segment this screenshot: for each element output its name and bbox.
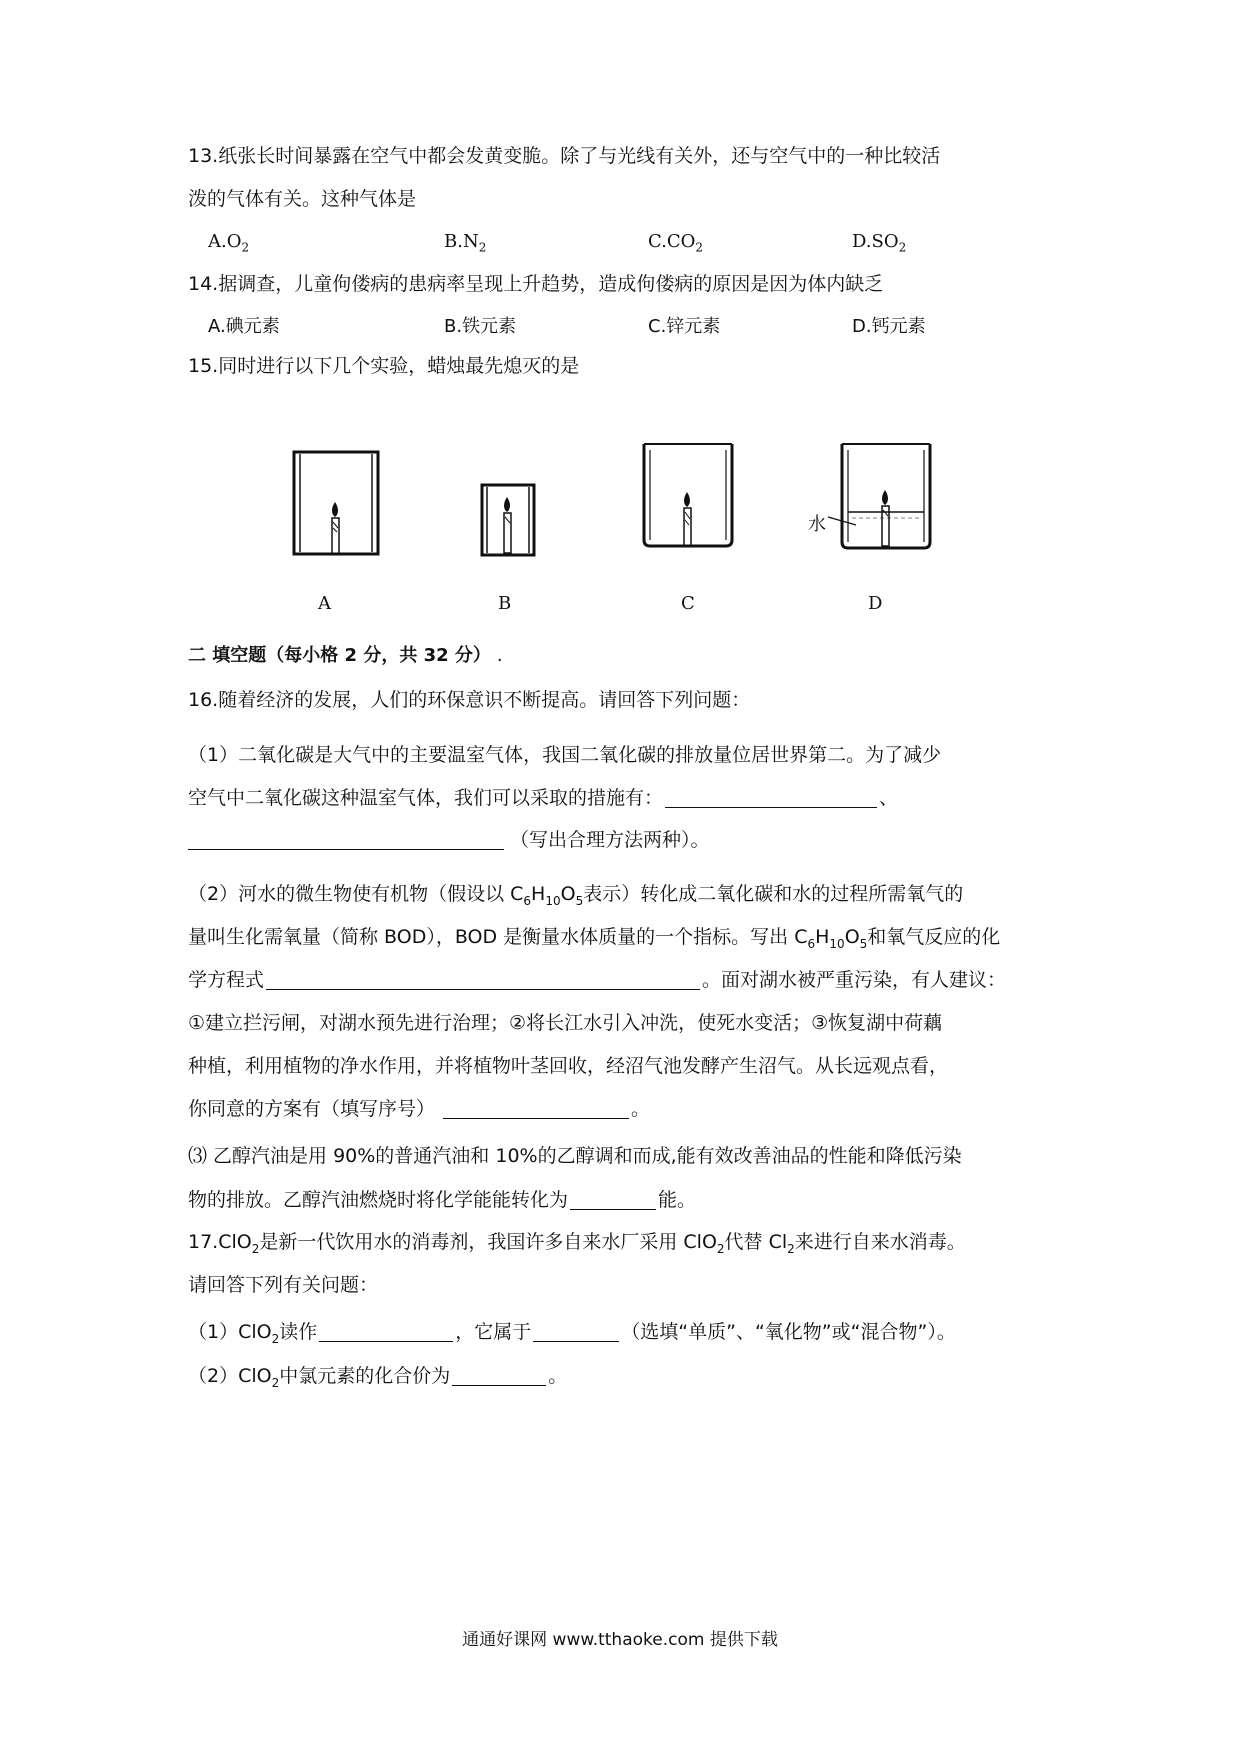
figure-label-d: D xyxy=(868,593,883,614)
figure-label-c: C xyxy=(681,593,695,614)
q16-p1-line1: （1）二氧化碳是大气中的主要温室气体，我国二氧化碳的排放量位居世界第二。为了减少 xyxy=(188,744,942,766)
candle-b xyxy=(504,497,511,553)
q13-option-c: $C.CO_2$ xyxy=(648,231,704,255)
figure-b-small-covered-box xyxy=(480,483,536,559)
figure-a-covered-box xyxy=(292,450,382,558)
q17-line2: 请回答下列有关问题： xyxy=(188,1274,379,1296)
q16-p2-line2: 量叫生化需氧量（简称 BOD），BOD 是衡量水体质量的一个指标。写出 $C_6H_{10}O_5$和氧气反应的化 xyxy=(188,926,1001,951)
section-2-title: 二 填空题（每小格 2 分，共 32 分） . xyxy=(188,645,503,666)
q13-option-b: $B.N_2$ xyxy=(444,231,487,255)
q16-plan-blank[interactable] xyxy=(443,1100,629,1119)
q17-name-blank[interactable] xyxy=(319,1323,453,1342)
q16-p1-line2: 空气中二氧化碳这种温室气体，我们可以采取的措施有： 、 xyxy=(188,787,899,809)
q16-p2-line1: （2）河水的微生物使有机物（假设以 $C_6H_{10}O_5$表示）转化成二氧化碳和水的过程所需氧气的 xyxy=(188,883,964,908)
q14-line1: 14.据调查，儿童佝偻病的患病率呈现上升趋势，造成佝偻病的原因是因为体内缺乏 xyxy=(188,273,884,295)
q17-p1: （1）ClO$_2$读作 ，它属于 （选填“单质”、“氧化物”或“混合物”）。 xyxy=(188,1321,956,1346)
figure-label-b: B xyxy=(498,593,512,614)
q16-energy-blank[interactable] xyxy=(570,1191,656,1210)
q16-p2-line6: 你同意的方案有（填写序号） 。 xyxy=(188,1098,651,1120)
q14-option-c: C.锌元素 xyxy=(648,316,721,337)
q16-equation-blank[interactable] xyxy=(266,971,700,990)
figure-c-open-beaker xyxy=(640,440,736,550)
q16-p1-line3: （写出合理方法两种）。 xyxy=(188,826,710,854)
q16-intro: 16.随着经济的发展，人们的环保意识不断提高。请回答下列问题： xyxy=(188,689,751,711)
q16-blank-1[interactable] xyxy=(665,789,877,808)
q16-p2-line3: 学方程式 。面对湖水被严重污染，有人建议： xyxy=(188,969,1007,991)
q16-p3-line1: ⑶ 乙醇汽油是用 90%的普通汽油和 10%的乙醇调和而成,能有效改善油品的性能和降低污染 xyxy=(188,1145,962,1167)
candle-c xyxy=(684,492,691,546)
q16-blank-2[interactable] xyxy=(188,831,504,850)
q17-type-blank[interactable] xyxy=(533,1323,619,1342)
q13-option-d: $D.SO_2$ xyxy=(852,231,907,255)
candle-a xyxy=(332,502,339,554)
q13-line2: 泼的气体有关。这种气体是 xyxy=(188,188,417,210)
water-label: 水 xyxy=(808,514,826,535)
q13-option-a: $A.O_2$ xyxy=(208,231,250,255)
q14-option-a: A.碘元素 xyxy=(208,316,280,337)
q15-line1: 15.同时进行以下几个实验，蜡烛最先熄灭的是 xyxy=(188,355,580,377)
q14-option-b: B.铁元素 xyxy=(444,316,517,337)
q16-p2-line5: 种植，利用植物的净水作用，并将植物叶茎回收，经沼气池发酵产生沼气。从长远观点看， xyxy=(188,1055,949,1077)
water-pointer-line xyxy=(826,514,858,528)
figure-label-a: A xyxy=(318,593,331,614)
q14-option-d: D.钙元素 xyxy=(852,316,926,337)
q17-p2: （2）ClO$_2$中氯元素的化合价为 。 xyxy=(188,1365,568,1390)
figure-d-beaker-with-water xyxy=(838,440,934,552)
q16-p2-line4: ①建立拦污闸，对湖水预先进行治理；②将长江水引入冲洗，使死水变活；③恢复湖中荷藕 xyxy=(188,1012,943,1034)
q16-p3-line2: 物的排放。乙醇汽油燃烧时将化学能能转化为 能。 xyxy=(188,1189,697,1211)
q13-line1: 13.纸张长时间暴露在空气中都会发黄变脆。除了与光线有关外，还与空气中的一种比较活 xyxy=(188,145,941,167)
q17-valence-blank[interactable] xyxy=(452,1367,546,1386)
page-footer: 通通好课网 www.tthaoke.com 提供下载 xyxy=(462,1630,778,1650)
q17-line1: 17.ClO$_2$是新一代饮用水的消毒剂，我国许多自来水厂采用 ClO$_2$代替 $Cl_2$来进行自来水消毒。 xyxy=(188,1231,966,1256)
